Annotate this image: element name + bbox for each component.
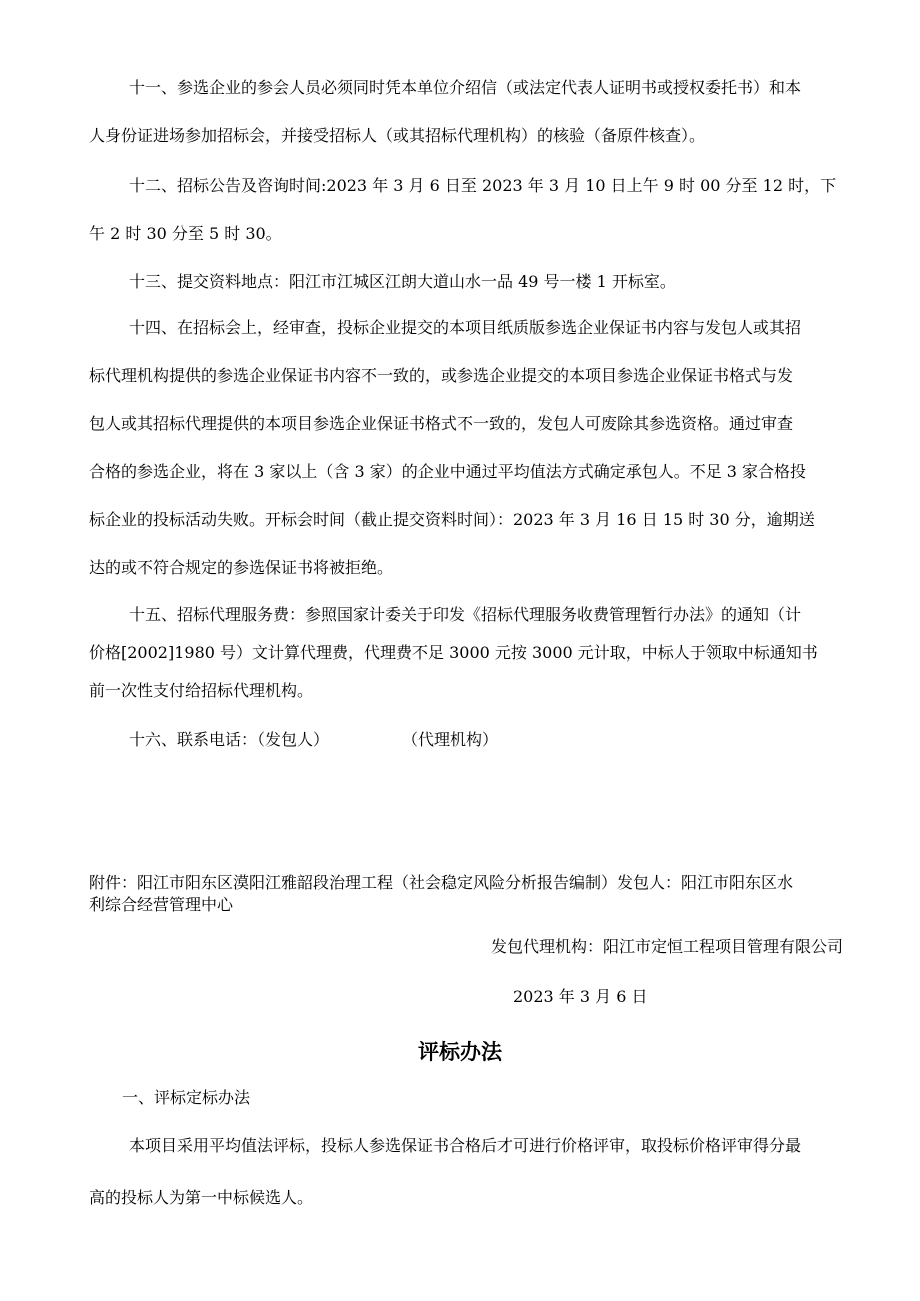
section-15-line-3: 前一次性支付给招标代理机构。 [89,681,314,700]
section-13-line-1: 十三、提交资料地点：阳江市江城区江朗大道山水一品 49 号一楼 1 开标室。 [129,272,676,291]
method-line-1: 本项目采用平均值法评标，投标人参选保证书合格后才可进行价格评审，取投标价格评审得分最 [129,1136,802,1155]
method-body [89,1120,843,1224]
document-date: 2023 年 3 月 6 日 [513,987,648,1006]
section-15-line-2: 价格[2002]1980 号）文计算代理费，代理费不足 3000 元按 3000 元计取，中标人于领取中标通知书 [89,643,818,662]
section-14-line-1: 十四、在招标会上，经审查，投标企业提交的本项目纸质版参选企业保证书内容与发包人或其招 [129,318,802,337]
agency-signature: 发包代理机构：阳江市定恒工程项目管理有限公司 [490,937,843,956]
section-14-line-6: 达的或不符合规定的参选保证书将被拒绝。 [89,558,394,577]
section-12-line-1: 十二、招标公告及咨询时间:2023 年 3 月 6 日至 2023 年 3 月 10 日上午 9 时 00 分至 12 时，下 [129,176,837,195]
section-15 [89,596,843,710]
method-title: 一、评标定标办法 [122,1088,251,1107]
section-11-line-2: 人身份证进场参加招标会，并接受招标人（或其招标代理机构）的核验（备原件核查）。 [89,126,706,145]
contact-label: 十六、联系电话：（发包人） [129,730,330,749]
section-12-line-2: 午 2 时 30 分至 5 时 30。 [89,224,282,243]
section-12 [89,162,843,258]
contact-agent [402,727,498,750]
attachment-line-2: 利综合经营管理中心 [89,895,234,914]
section-14-line-3: 包人或其招标代理提供的本项目参选企业保证书格式不一致的，发包人可废除其参选资格。通过审查 [89,414,794,433]
section-11 [89,64,843,160]
section-14 [89,304,843,592]
attachment [89,872,843,916]
section-14-line-5: 标企业的投标活动失败。开标会时间（截止提交资料时间）：2023 年 3 月 16 日 15 时 30 分，逾期送 [89,510,815,529]
section-14-line-4: 合格的参选企业，将在 3 家以上（含 3 家）的企业中通过平均值法方式确定承包人。不足 3 家合格投 [89,462,807,481]
section-15-line-1: 十五、招标代理服务费：参照国家计委关于印发《招标代理服务收费管理暂行办法》的通知（计 [129,605,802,624]
attachment-line-1: 附件：阳江市阳东区漠阳江雅韶段治理工程（社会稳定风险分析报告编制）发包人：阳江市阳东区水 [89,873,794,892]
section-14-line-2: 标代理机构提供的参选企业保证书内容不一致的，或参选企业提交的本项目参选企业保证书格式与发 [89,366,794,385]
method-line-2: 高的投标人为第一中标候选人。 [89,1188,314,1207]
page-heading: 评标办法 [418,1039,502,1064]
section-11-line-1: 十一、参选企业的参会人员必须同时凭本单位介绍信（或法定代表人证明书或授权委托书）和本 [129,78,802,97]
section-13 [89,258,843,306]
contact-agent-label: （代理机构） [402,730,499,749]
section-16 [129,727,329,750]
